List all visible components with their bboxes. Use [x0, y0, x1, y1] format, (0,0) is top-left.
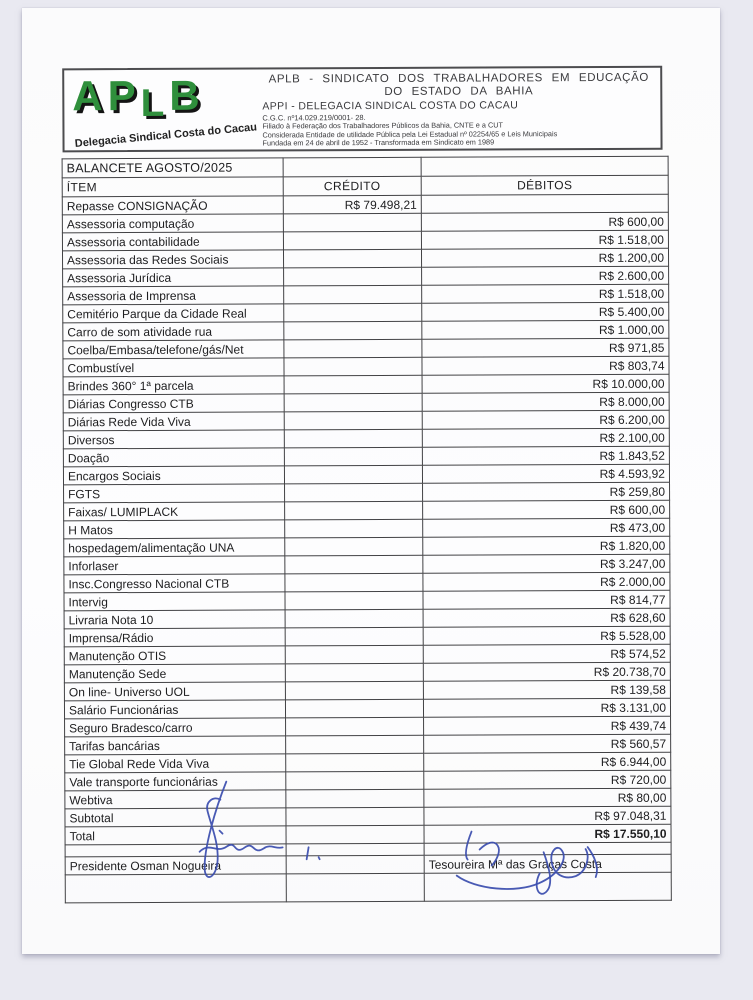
empty-cell [286, 855, 424, 874]
debit-cell: R$ 439,74 [424, 716, 671, 735]
item-cell: Cemitério Parque da Cidade Real [63, 304, 284, 323]
item-cell: Faixas/ LUMIPLACK [64, 502, 285, 521]
document-page [22, 8, 720, 954]
empty-cell [286, 873, 424, 902]
item-cell: Assessoria das Redes Sociais [62, 250, 283, 269]
empty-cell [65, 844, 286, 857]
logo-wordmark: APLB [72, 71, 205, 126]
debit-cell: R$ 971,85 [422, 338, 669, 357]
debit-cell: R$ 2.600,00 [422, 266, 669, 285]
debit-cell: R$ 473,00 [423, 518, 670, 537]
credit-cell [285, 609, 423, 628]
credit-cell [286, 789, 424, 808]
item-cell: Total [65, 826, 286, 845]
item-cell: On line- Universo UOL [64, 682, 285, 701]
column-header-credit: CRÉDITO [283, 176, 421, 196]
credit-cell [285, 573, 423, 592]
credit-cell [285, 663, 423, 682]
credit-cell [286, 753, 424, 772]
debit-cell [421, 194, 668, 213]
debit-cell: R$ 20.738,70 [423, 662, 670, 681]
item-cell: Assessoria de Imprensa [63, 286, 284, 305]
credit-cell [285, 483, 423, 502]
item-cell: Subtotal [65, 808, 286, 827]
treasurer-label: Tesoureira Mª das Graças Costa [424, 854, 671, 873]
debit-cell: R$ 628,60 [423, 608, 670, 627]
debit-cell: R$ 1.843,52 [422, 446, 669, 465]
debit-cell: R$ 10.000,00 [422, 374, 669, 393]
credit-cell [285, 591, 423, 610]
item-cell: Tarifas bancárias [65, 736, 286, 755]
table-title: BALANCETE AGOSTO/2025 [62, 158, 283, 178]
president-label: Presidente Osman Nogueira [65, 856, 286, 875]
debit-cell: R$ 574,52 [423, 644, 670, 663]
debit-cell: R$ 1.820,00 [423, 536, 670, 555]
debit-cell: R$ 259,80 [423, 482, 670, 501]
credit-cell [284, 465, 422, 484]
aplb-logo [72, 71, 262, 150]
item-cell: Tie Global Rede Vida Viva [65, 754, 286, 773]
credit-cell [286, 771, 424, 790]
debit-cell: R$ 4.593,92 [422, 464, 669, 483]
debit-cell: R$ 2.000,00 [423, 572, 670, 591]
credit-cell [284, 303, 422, 322]
debit-cell: R$ 1.518,00 [422, 284, 669, 303]
empty-cell [421, 156, 668, 176]
item-cell: Assessoria computação [62, 214, 283, 233]
balance-table [62, 156, 672, 904]
credit-cell [285, 555, 423, 574]
empty-cell [286, 843, 424, 856]
debit-cell: R$ 3.247,00 [423, 554, 670, 573]
item-cell: Imprensa/Rádio [64, 628, 285, 647]
item-cell: Assessoria contabilidade [62, 232, 283, 251]
column-header-debit: DÉBITOS [421, 175, 668, 195]
credit-cell [284, 339, 422, 358]
founding-line: Fundada em 24 de abril de 1952 - Transformada em Sindicato em 1989 [262, 137, 495, 148]
debit-cell: R$ 600,00 [423, 500, 670, 519]
debit-cell: R$ 80,00 [424, 788, 671, 807]
debit-cell: R$ 97.048,31 [424, 806, 671, 825]
item-cell: Encargos Sociais [63, 466, 284, 485]
credit-cell [285, 519, 423, 538]
credit-cell [284, 411, 422, 430]
scan-tilt-wrapper [20, 6, 722, 955]
credit-cell [284, 447, 422, 466]
credit-cell [286, 717, 424, 736]
credit-cell [284, 267, 422, 286]
debit-cell: R$ 2.100,00 [422, 428, 669, 447]
credit-cell [285, 645, 423, 664]
item-cell: Repasse CONSIGNAÇÃO [62, 196, 283, 215]
affiliation-line: Filiado à Federação dos Trabalhadores Públicos da Bahia, CNTE e a CUT [262, 120, 503, 131]
debit-cell: R$ 5.528,00 [423, 626, 670, 645]
empty-cell [424, 872, 671, 901]
debit-cell: R$ 3.131,00 [423, 698, 670, 717]
credit-cell [283, 249, 421, 268]
credit-cell [284, 285, 422, 304]
debit-cell: R$ 1.518,00 [421, 230, 668, 249]
item-cell: Insc.Congresso Nacional CTB [64, 574, 285, 593]
item-cell: Doação [63, 448, 284, 467]
debit-cell: R$ 8.000,00 [422, 392, 669, 411]
debit-cell: R$ 139,58 [423, 680, 670, 699]
credit-cell [285, 627, 423, 646]
item-cell: Diárias Congresso CTB [63, 394, 284, 413]
credit-cell [286, 807, 424, 826]
item-cell: Vale transporte funcionárias [65, 772, 286, 791]
item-cell: Diversos [63, 430, 284, 449]
item-cell: H Matos [64, 520, 285, 539]
item-cell: Diárias Rede Vida Viva [63, 412, 284, 431]
credit-cell: R$ 79.498,21 [283, 195, 421, 214]
debit-cell: R$ 803,74 [422, 356, 669, 375]
credit-cell [284, 357, 422, 376]
cgc-line: C.G.C. nº14.029.219/0001- 28. [262, 113, 366, 123]
item-cell: Seguro Bradesco/carro [65, 718, 286, 737]
item-cell: Intervig [64, 592, 285, 611]
debit-cell: R$ 600,00 [421, 212, 668, 231]
debit-cell: R$ 5.400,00 [422, 302, 669, 321]
item-cell: Inforlaser [64, 556, 285, 575]
item-cell: Carro de som atividade rua [63, 322, 284, 341]
item-cell: Livraria Nota 10 [64, 610, 285, 629]
column-header-item: ÍTEM [62, 177, 283, 197]
item-cell: Assessoria Jurídica [63, 268, 284, 287]
credit-cell [284, 375, 422, 394]
debit-cell: R$ 6.200,00 [422, 410, 669, 429]
item-cell: Manutenção OTIS [64, 646, 285, 665]
letterhead [62, 66, 662, 153]
debit-cell: R$ 814,77 [423, 590, 670, 609]
item-cell: Salário Funcionárias [64, 700, 285, 719]
letterhead-text [262, 72, 655, 148]
credit-cell [285, 681, 423, 700]
empty-cell [283, 157, 421, 177]
item-cell: FGTS [64, 484, 285, 503]
credit-cell [283, 231, 421, 250]
debit-cell: R$ 720,00 [424, 770, 671, 789]
item-cell: Brindes 360° 1ª parcela [63, 376, 284, 395]
credit-cell [285, 501, 423, 520]
utility-line: Considerada Entidade de utilidade Pública pela Lei Estadual nº 02254/65 e Leis Municipais [262, 128, 558, 140]
item-cell: hospedagem/alimentação UNA [64, 538, 285, 557]
credit-cell [283, 213, 421, 232]
item-cell: Webtiva [65, 790, 286, 809]
credit-cell [285, 537, 423, 556]
credit-cell [286, 735, 424, 754]
debit-cell: R$ 1.200,00 [421, 248, 668, 267]
credit-cell [286, 825, 424, 844]
credit-cell [284, 429, 422, 448]
empty-cell [424, 842, 671, 855]
item-cell: Coelba/Embasa/telefone/gás/Net [63, 340, 284, 359]
logo-tagline: Delegacia Sindical Costa do Cacau [74, 121, 258, 150]
item-cell: Combustível [63, 358, 284, 377]
credit-cell [285, 699, 423, 718]
debit-cell: R$ 17.550,10 [424, 824, 671, 843]
signature-row [65, 872, 671, 903]
credit-cell [284, 393, 422, 412]
credit-cell [284, 321, 422, 340]
item-cell: Manutenção Sede [64, 664, 285, 683]
debit-cell: R$ 560,57 [424, 734, 671, 753]
org-name-line1: APLB - SINDICATO DOS TRABALHADORES EM EDUCAÇÃO [268, 71, 649, 86]
empty-cell [65, 874, 286, 903]
org-name-line2: DO ESTADO DA BAHIA [384, 85, 534, 98]
debit-cell: R$ 1.000,00 [422, 320, 669, 339]
branch-line: APPI - DELEGACIA SINDICAL COSTA DO CACAU [262, 99, 519, 113]
debit-cell: R$ 6.944,00 [424, 752, 671, 771]
